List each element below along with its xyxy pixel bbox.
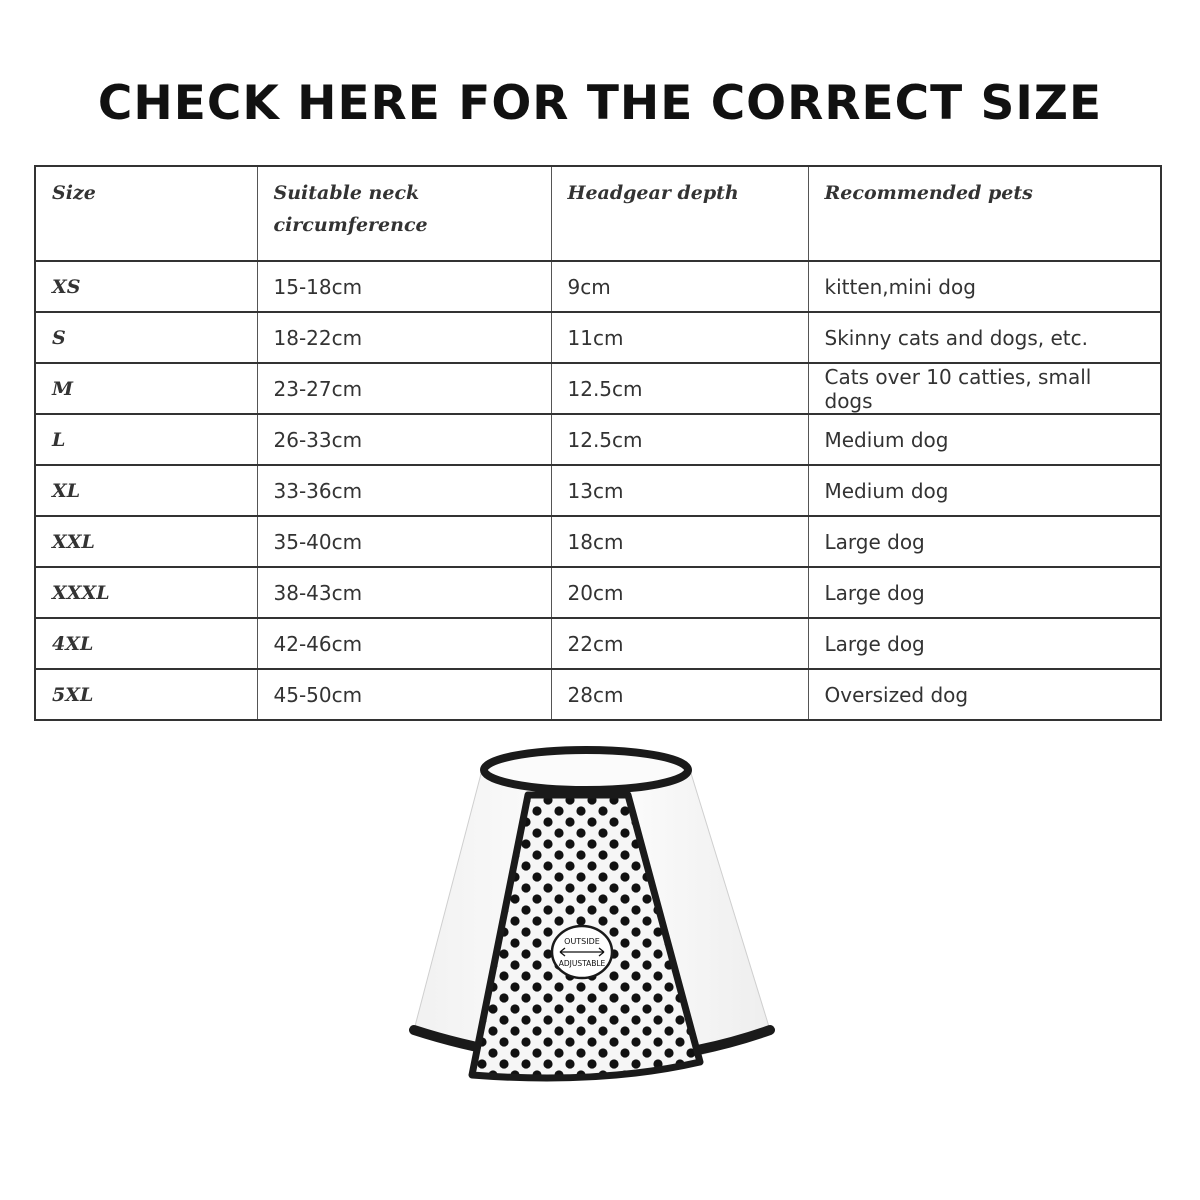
neck-ring: [484, 750, 688, 790]
header-headgear-depth: Headgear depth: [551, 166, 808, 261]
table-row: [35, 618, 1161, 669]
size-cell: XS: [35, 261, 257, 312]
size-cell: XL: [35, 465, 257, 516]
neck-cell: 23-27cm: [257, 363, 551, 414]
pet-cone-collar-icon: [400, 740, 780, 1120]
neck-cell: 35-40cm: [257, 516, 551, 567]
adjustable-badge: [552, 926, 612, 978]
header-recommended-pets: Recommended pets: [808, 166, 1161, 261]
pets-cell: Large dog: [808, 516, 1161, 567]
pets-cell: Medium dog: [808, 414, 1161, 465]
pets-cell: Medium dog: [808, 465, 1161, 516]
header-neck-line2: circumference: [273, 214, 428, 236]
header-size: Size: [35, 166, 257, 261]
depth-cell: 9cm: [551, 261, 808, 312]
depth-cell: 11cm: [551, 312, 808, 363]
neck-cell: 42-46cm: [257, 618, 551, 669]
table-row: [35, 465, 1161, 516]
size-cell: 5XL: [35, 669, 257, 720]
neck-cell: 18-22cm: [257, 312, 551, 363]
pets-cell: Cats over 10 catties, small dogs: [808, 363, 1161, 414]
neck-cell: 38-43cm: [257, 567, 551, 618]
table-row: [35, 312, 1161, 363]
neck-cell: 26-33cm: [257, 414, 551, 465]
neck-cell: 15-18cm: [257, 261, 551, 312]
neck-cell: 33-36cm: [257, 465, 551, 516]
page-title: CHECK HERE FOR THE CORRECT SIZE: [97, 76, 1103, 131]
size-cell: M: [35, 363, 257, 414]
table-row: [35, 363, 1161, 414]
pets-cell: Skinny cats and dogs, etc.: [808, 312, 1161, 363]
depth-cell: 13cm: [551, 465, 808, 516]
depth-cell: 20cm: [551, 567, 808, 618]
size-cell: S: [35, 312, 257, 363]
pets-cell: Large dog: [808, 567, 1161, 618]
badge-text-outside: OUTSIDE: [564, 937, 600, 946]
size-cell: L: [35, 414, 257, 465]
table-row: [35, 669, 1161, 720]
depth-cell: 18cm: [551, 516, 808, 567]
header-neck-circumference: [257, 166, 551, 261]
size-cell: XXXL: [35, 567, 257, 618]
table-row: [35, 516, 1161, 567]
neck-cell: 45-50cm: [257, 669, 551, 720]
size-cell: XXL: [35, 516, 257, 567]
depth-cell: 22cm: [551, 618, 808, 669]
depth-cell: 12.5cm: [551, 414, 808, 465]
pets-cell: Oversized dog: [808, 669, 1161, 720]
table-header-row: [35, 166, 1161, 261]
badge-text-adjustable: ADJUSTABLE: [558, 959, 606, 968]
pets-cell: kitten,mini dog: [808, 261, 1161, 312]
cone-collar-image: [400, 740, 780, 1120]
size-cell: 4XL: [35, 618, 257, 669]
table-row: [35, 567, 1161, 618]
depth-cell: 28cm: [551, 669, 808, 720]
pets-cell: Large dog: [808, 618, 1161, 669]
depth-cell: 12.5cm: [551, 363, 808, 414]
table-row: [35, 414, 1161, 465]
size-chart-table: [34, 165, 1162, 721]
table-row: [35, 261, 1161, 312]
header-neck-line1: Suitable neck: [273, 182, 420, 204]
